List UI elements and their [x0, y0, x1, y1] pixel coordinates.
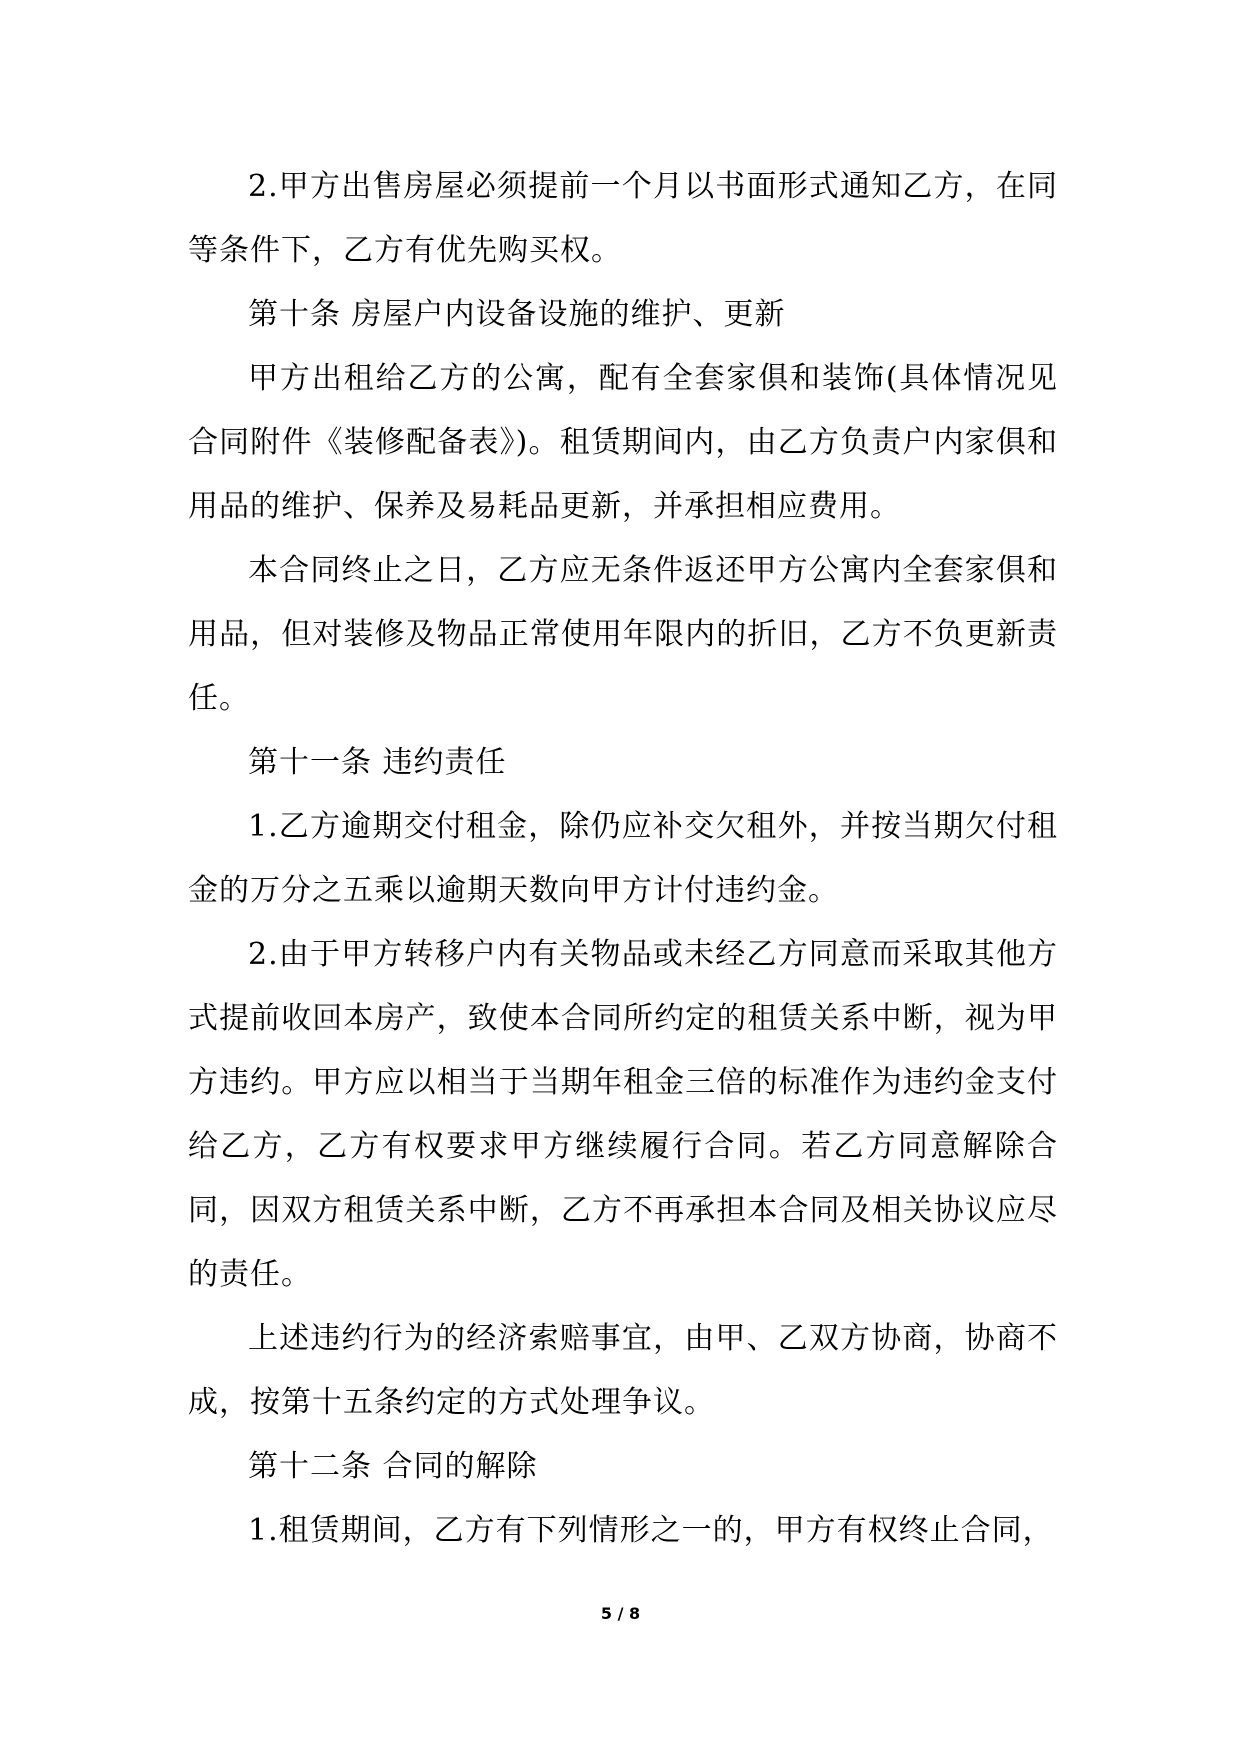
paragraph-furniture-maintenance: 甲方出租给乙方的公寓，配有全套家俱和装饰(具体情况见合同附件《装修配备表》)。租赁期间内，由乙方负责户内家俱和用品的维护、保养及易耗品更新，并承担相应费用。 [188, 361, 1058, 524]
paragraph-compensation-dispute: 上述违约行为的经济索赔事宜，由甲、乙双方协商，协商不成，按第十五条约定的方式处理争议。 [188, 1321, 1058, 1420]
heading-article-12: 第十二条 合同的解除 [248, 1449, 538, 1484]
document-body [188, 155, 1058, 1563]
paragraph-late-rent-penalty: 1.乙方逾期交付租金，除仍应补交欠租外，并按当期欠付租金的万分之五乘以逾期天数向甲方计付违约金。 [188, 809, 1058, 908]
heading-article-11: 第十一条 违约责任 [248, 745, 507, 780]
paragraph-furniture-return: 本合同终止之日，乙方应无条件返还甲方公寓内全套家俱和用品，但对装修及物品正常使用年限内的折旧，乙方不负更新责任。 [188, 553, 1058, 716]
paragraph-sale-notice: 2.甲方出售房屋必须提前一个月以书面形式通知乙方，在同等条件下，乙方有优先购买权。 [188, 169, 1058, 268]
page-number: 5 / 8 [600, 1604, 641, 1623]
paragraph-termination-conditions: 1.租赁期间，乙方有下列情形之一的，甲方有权终止合同， [248, 1513, 1054, 1548]
paragraph-landlord-breach: 2.由于甲方转移户内有关物品或未经乙方同意而采取其他方式提前收回本房产，致使本合同所约定的租赁关系中断，视为甲方违约。甲方应以相当于当期年租金三倍的标准作为违约金支付给乙方，乙方有权要求甲方继续履行合同。若乙方同意解除合同，因双方租赁关系中断，乙方不再承担本合同及相关协议应尽的责任。 [188, 937, 1058, 1292]
heading-article-10: 第十条 房屋户内设备设施的维护、更新 [248, 297, 786, 332]
